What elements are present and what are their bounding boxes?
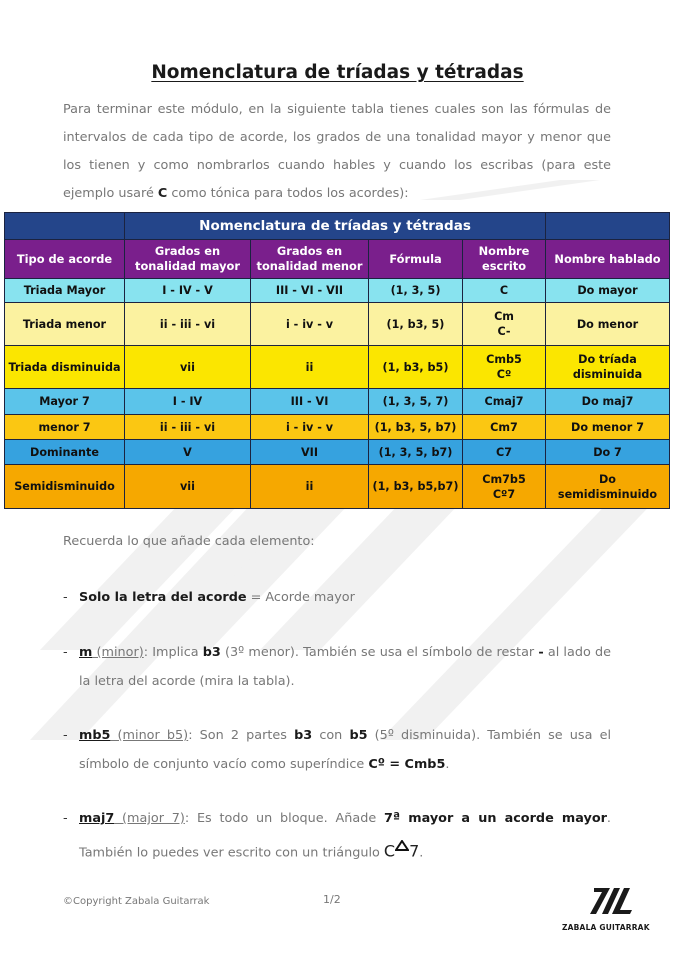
table-header-row (5, 240, 670, 279)
table-row (5, 303, 670, 346)
table-title-blank (546, 213, 670, 240)
cell-nombre-escrito (463, 389, 546, 415)
list-item (63, 804, 611, 867)
cell-formula: (1, b3, 5, b7) (369, 415, 463, 440)
cell-grados-menor: i - iv - v (251, 303, 369, 346)
cell-nombre-escrito (463, 465, 546, 509)
item-term: Solo la letra del acorde (79, 590, 247, 605)
header-grados-mayor: Grados en tonalidad mayor (125, 240, 251, 279)
item-term-paren: (minor b5) (110, 728, 189, 743)
list-item (63, 721, 611, 779)
cell-nombre-hablado: Do tríada disminuida (546, 346, 670, 389)
cell-nombre-hablado: Do menor 7 (546, 415, 670, 440)
cell-grados-mayor: vii (125, 465, 251, 509)
cell-grados-menor: III - VI (251, 389, 369, 415)
nombre-escrito-line: Cm7b5 (482, 472, 526, 486)
triangle-chord-c: C (383, 841, 396, 861)
cell-tipo: Semidisminuido (5, 465, 125, 509)
item-text: con (312, 728, 350, 743)
item-text: al lado de la letra del acorde (mira la tabla). (79, 645, 611, 689)
cell-grados-mayor: V (125, 440, 251, 465)
item-text: (3º menor). También se usa el símbolo de restar (220, 645, 539, 660)
cell-nombre-escrito (463, 279, 546, 303)
nombre-escrito-line: C7 (496, 445, 512, 459)
nombre-escrito-line: C- (497, 325, 511, 338)
cell-tipo: Triada menor (5, 303, 125, 346)
list-dash: - (63, 645, 68, 660)
list-item (63, 638, 611, 696)
cell-nombre-escrito (463, 346, 546, 389)
cell-tipo: Triada Mayor (5, 279, 125, 303)
table-row (5, 389, 670, 415)
nombre-escrito-line: Cm7 (490, 420, 518, 434)
cell-tipo: Triada disminuida (5, 346, 125, 389)
nombre-escrito-line: C (499, 284, 509, 297)
header-grados-menor: Grados en tonalidad menor (251, 240, 369, 279)
list-dash: - (63, 728, 68, 743)
cell-tipo: menor 7 (5, 415, 125, 440)
cell-formula: (1, 3, 5, b7) (369, 440, 463, 465)
nombre-escrito-line: Cmaj7 (484, 395, 524, 408)
table-title: Nomenclatura de tríadas y tétradas (125, 213, 546, 240)
cell-formula: (1, b3, b5) (369, 346, 463, 389)
list-dash: - (63, 811, 68, 826)
header-nombre-hablado: Nombre hablado (546, 240, 670, 279)
nombre-escrito-line: Cº7 (492, 487, 516, 501)
table-title-blank (5, 213, 125, 240)
item-term-paren: (major 7) (114, 811, 185, 826)
cell-grados-menor: ii (251, 346, 369, 389)
cell-nombre-hablado: Do mayor (546, 279, 670, 303)
cell-grados-mayor: ii - iii - vi (125, 415, 251, 440)
table-row (5, 279, 670, 303)
table-row (5, 440, 670, 465)
item-bold: - (538, 645, 544, 660)
cell-tipo: Dominante (5, 440, 125, 465)
item-text: . (445, 757, 450, 772)
nombre-escrito-line: Cm (494, 310, 514, 323)
item-term: maj7 (79, 811, 115, 826)
item-term: mb5 (79, 728, 111, 743)
item-bold: 7ª mayor a un acorde mayor (383, 811, 607, 826)
cell-formula: (1, b3, 5) (369, 303, 463, 346)
header-nombre-escrito: Nombre escrito (463, 240, 546, 279)
intro-paragraph (63, 96, 611, 208)
item-term-paren: (minor) (92, 645, 144, 660)
zabala-logo-icon (588, 886, 636, 916)
list-item (63, 583, 611, 612)
cell-grados-mayor: ii - iii - vi (125, 303, 251, 346)
chord-nomenclature-table (4, 212, 670, 509)
cell-grados-menor: i - iv - v (251, 415, 369, 440)
item-text: : Es todo un bloque. Añade (184, 811, 384, 826)
cell-grados-menor: ii (251, 465, 369, 509)
item-bold: b3 (294, 728, 313, 743)
triangle-icon (395, 833, 409, 843)
table-row (5, 415, 670, 440)
nombre-escrito-line: Cº (496, 368, 512, 381)
item-text: (5º disminuida). También se usa el símbolo de conjunto vacío como superíndice (79, 728, 612, 772)
cell-nombre-escrito (463, 440, 546, 465)
brand-name: ZABALA GUITARRAK (562, 923, 650, 932)
item-text: : Son 2 partes (188, 728, 295, 743)
cell-grados-mayor: I - IV - V (125, 279, 251, 303)
triangle-chord-seven: 7 (409, 841, 420, 861)
table-row (5, 465, 670, 509)
nombre-escrito-line: Cmb5 (486, 353, 522, 366)
cell-grados-mayor: I - IV (125, 389, 251, 415)
header-formula: Fórmula (369, 240, 463, 279)
item-bold: b5 (349, 728, 368, 743)
recuerda-text: Recuerda lo que añade cada elemento: (63, 534, 315, 549)
cell-nombre-hablado: Do 7 (546, 440, 670, 465)
item-text: = Acorde mayor (246, 590, 355, 605)
item-text: . También lo puedes ver escrito con un triángulo (79, 811, 611, 861)
table-title-row (5, 213, 670, 240)
cell-grados-menor: VII (251, 440, 369, 465)
page-number: 1/2 (323, 893, 341, 906)
cell-grados-mayor: vii (125, 346, 251, 389)
cell-nombre-escrito (463, 415, 546, 440)
footer-copyright: ©Copyright Zabala Guitarrak (63, 896, 210, 907)
cell-nombre-hablado: Do menor (546, 303, 670, 346)
cell-formula: (1, b3, b5,b7) (369, 465, 463, 509)
item-text: . (419, 845, 424, 861)
table-row (5, 346, 670, 389)
header-tipo: Tipo de acorde (5, 240, 125, 279)
page-title: Nomenclatura de tríadas y tétradas (151, 62, 524, 83)
item-bold: Cº = Cmb5 (368, 757, 446, 772)
cell-formula: (1, 3, 5, 7) (369, 389, 463, 415)
intro-text-after: como tónica para todos los acordes): (167, 186, 409, 201)
cell-formula: (1, 3, 5) (369, 279, 463, 303)
item-bold: b3 (202, 645, 221, 660)
cell-grados-menor: III - VI - VII (251, 279, 369, 303)
cell-nombre-hablado: Do maj7 (546, 389, 670, 415)
list-dash: - (63, 590, 68, 605)
cell-tipo: Mayor 7 (5, 389, 125, 415)
cell-nombre-escrito (463, 303, 546, 346)
intro-text-before: Para terminar este módulo, en la siguiente tabla tienes cuales son las fórmulas de intervalos de cada tipo de acorde, los grados de una tonalidad mayor y menor que los tienen y como nombrarlos cuando hables y cuando los escribas (para este ejemplo usaré (63, 102, 611, 201)
cell-nombre-hablado: Do semidisminuido (546, 465, 670, 509)
intro-bold-note: C (157, 186, 168, 201)
item-term: m (79, 645, 93, 660)
item-text: : Implica (143, 645, 203, 660)
